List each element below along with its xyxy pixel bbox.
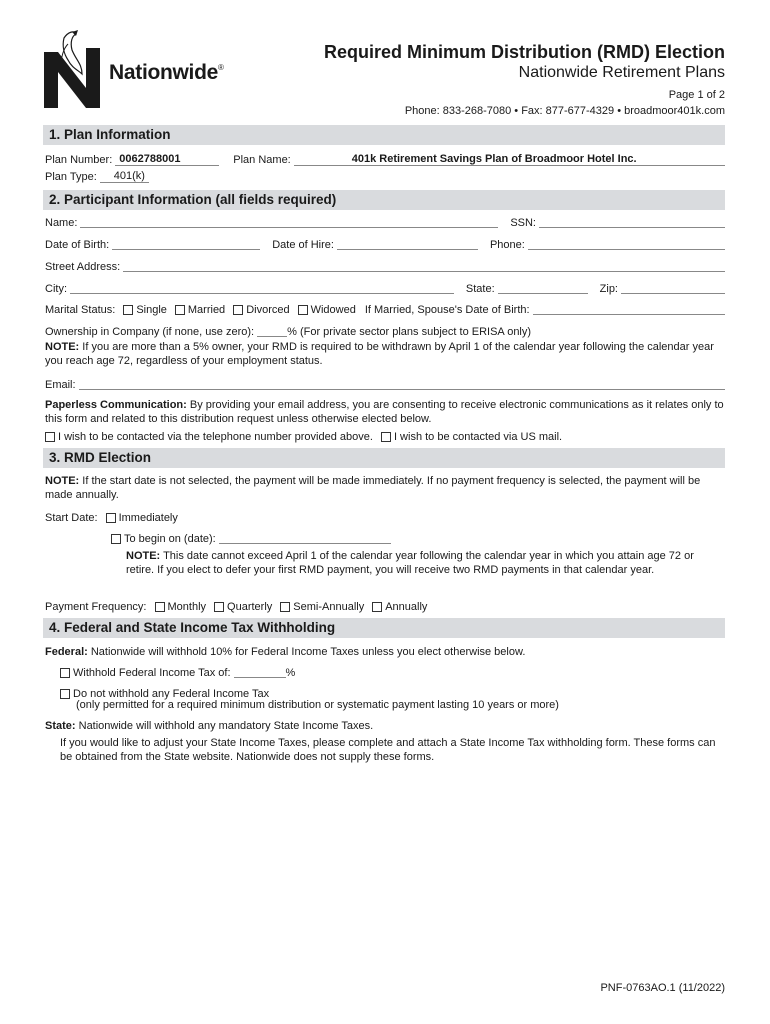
marital-row — [45, 300, 725, 316]
no-withhold-note: (only permitted for a required minimum distribution or systematic payment lasting 10 years or more) — [76, 699, 559, 711]
contact-phone-label: I wish to be contacted via the telephone number provided above. — [58, 431, 373, 443]
dob-field[interactable] — [112, 238, 260, 250]
contact-mail-checkbox[interactable] — [381, 432, 391, 442]
federal-note: Federal: Nationwide will withhold 10% for Federal Income Taxes unless you elect otherwise below. — [45, 646, 526, 658]
monthly-checkbox[interactable] — [155, 602, 165, 612]
city-row — [45, 279, 725, 295]
immediately-label: Immediately — [118, 512, 178, 524]
eagle-icon — [42, 30, 104, 110]
plan-type-label: Plan Type: — [45, 171, 97, 183]
withhold-federal-label: Withhold Federal Income Tax of: — [73, 667, 231, 679]
begin-on-checkbox[interactable] — [111, 534, 121, 544]
phone-label: Phone: — [489, 239, 525, 251]
widowed-checkbox[interactable] — [298, 305, 308, 315]
contact-preference-row — [45, 427, 725, 443]
dob-row — [45, 235, 725, 251]
form-code: PNF-0763AO.1 (11/2022) — [600, 982, 725, 994]
withhold-percent-field[interactable] — [234, 666, 286, 678]
hire-date-label: Date of Hire: — [272, 239, 334, 251]
ownership-label: Ownership in Company (if none, use zero): — [45, 326, 255, 338]
begin-on-row — [111, 529, 725, 545]
withhold-federal-row — [60, 663, 725, 679]
ssn-field[interactable] — [539, 216, 725, 228]
street-row — [45, 257, 725, 273]
no-withhold-label: Do not withhold any Federal Income Tax — [73, 688, 270, 700]
plan-type-row — [45, 167, 725, 183]
spouse-dob-field[interactable] — [533, 303, 725, 315]
immediately-checkbox[interactable] — [106, 513, 116, 523]
begin-date-note: NOTE: This date cannot exceed April 1 of the calendar year following the calendar year in which you attain age 72 or retire. If you elect to defer your first RMD payment, you will receive two RMD payments in that calendar year. — [126, 550, 694, 576]
plan-name-label: Plan Name: — [233, 154, 291, 166]
name-field[interactable] — [80, 216, 498, 228]
email-row — [45, 375, 725, 391]
email-field[interactable] — [79, 378, 725, 390]
start-date-label: Start Date: — [45, 512, 98, 524]
monthly-label: Monthly — [167, 601, 207, 613]
no-withhold-checkbox[interactable] — [60, 689, 70, 699]
form-subtitle: Nationwide Retirement Plans — [518, 64, 725, 81]
divorced-checkbox[interactable] — [233, 305, 243, 315]
nationwide-logo — [42, 30, 242, 110]
section-participant-information: 2. Participant Information (all fields required) — [43, 190, 725, 210]
zip-field[interactable] — [621, 282, 725, 294]
ssn-label: SSN: — [510, 217, 536, 229]
semi-annually-checkbox[interactable] — [280, 602, 290, 612]
annually-label: Annually — [385, 601, 428, 613]
state-tax-note: State: Nationwide will withhold any mandatory State Income Taxes. — [45, 720, 374, 732]
email-label: Email: — [45, 379, 76, 391]
semi-annually-label: Semi-Annually — [293, 601, 365, 613]
street-label: Street Address: — [45, 261, 121, 273]
start-date-note: NOTE: If the start date is not selected, the payment will be made immediately. If no payment frequency is selected, the payment will be made annually. — [45, 475, 701, 501]
quarterly-label: Quarterly — [227, 601, 273, 613]
begin-on-label: To begin on (date): — [124, 533, 216, 545]
zip-label: Zip: — [599, 283, 618, 295]
payment-frequency-row — [45, 597, 725, 613]
marital-label: Marital Status: — [45, 304, 116, 316]
section-tax-withholding: 4. Federal and State Income Tax Withholding — [43, 618, 725, 638]
street-field[interactable] — [123, 260, 725, 272]
ownership-field[interactable] — [257, 325, 287, 337]
name-row — [45, 213, 725, 229]
state-adjust-note: If you would like to adjust your State Income Taxes, please complete and attach a State Income Tax withholding form. These forms can be obtained from the State website. Nationwide does not supply these forms. — [60, 737, 716, 763]
payment-frequency-label: Payment Frequency: — [45, 601, 147, 613]
logo-wordmark: Nationwide® — [109, 61, 224, 84]
divorced-label: Divorced — [246, 304, 290, 316]
ownership-suffix: % (For private sector plans subject to ERISA only) — [287, 326, 532, 338]
hire-date-field[interactable] — [337, 238, 478, 250]
ownership-note: NOTE: If you are more than a 5% owner, your RMD is required to be withdrawn by April 1 of the calendar year following the calendar year you reach age 72, regardless of your employment status. — [45, 341, 714, 367]
plan-number-label: Plan Number: — [45, 154, 113, 166]
contact-line: Phone: 833-268-7080 • Fax: 877-677-4329 • broadmoor401k.com — [404, 105, 725, 117]
form-title: Required Minimum Distribution (RMD) Election — [324, 42, 725, 62]
phone-field[interactable] — [528, 238, 725, 250]
widowed-label: Widowed — [310, 304, 356, 316]
single-label: Single — [136, 304, 167, 316]
single-checkbox[interactable] — [123, 305, 133, 315]
page-indicator: Page 1 of 2 — [668, 89, 725, 101]
city-label: City: — [45, 283, 67, 295]
ownership-row — [45, 322, 725, 338]
dob-label: Date of Birth: — [45, 239, 110, 251]
plan-number-row — [45, 150, 725, 166]
start-date-row — [45, 508, 725, 524]
paperless-note: Paperless Communication: By providing your email address, you are consenting to receive electronic communications as it relates only to this form and related to this distribution request unless otherwise elected below. — [45, 399, 724, 425]
plan-type-value[interactable]: 401(k) — [100, 170, 149, 183]
city-field[interactable] — [70, 282, 454, 294]
contact-mail-label: I wish to be contacted via US mail. — [393, 431, 563, 443]
annually-checkbox[interactable] — [372, 602, 382, 612]
plan-number-value[interactable]: 0062788001 — [115, 153, 219, 166]
percent-sign: % — [285, 667, 296, 679]
withhold-federal-checkbox[interactable] — [60, 668, 70, 678]
state-field[interactable] — [498, 282, 588, 294]
section-rmd-election: 3. RMD Election — [43, 448, 725, 468]
section-plan-information: 1. Plan Information — [43, 125, 725, 145]
name-label: Name: — [45, 217, 78, 229]
married-checkbox[interactable] — [175, 305, 185, 315]
quarterly-checkbox[interactable] — [214, 602, 224, 612]
married-label: Married — [187, 304, 226, 316]
contact-phone-checkbox[interactable] — [45, 432, 55, 442]
begin-on-date-field[interactable] — [219, 532, 391, 544]
state-label: State: — [465, 283, 495, 295]
spouse-dob-label: If Married, Spouse's Date of Birth: — [364, 304, 530, 316]
plan-name-value[interactable]: 401k Retirement Savings Plan of Broadmoor Hotel Inc. — [294, 153, 725, 166]
